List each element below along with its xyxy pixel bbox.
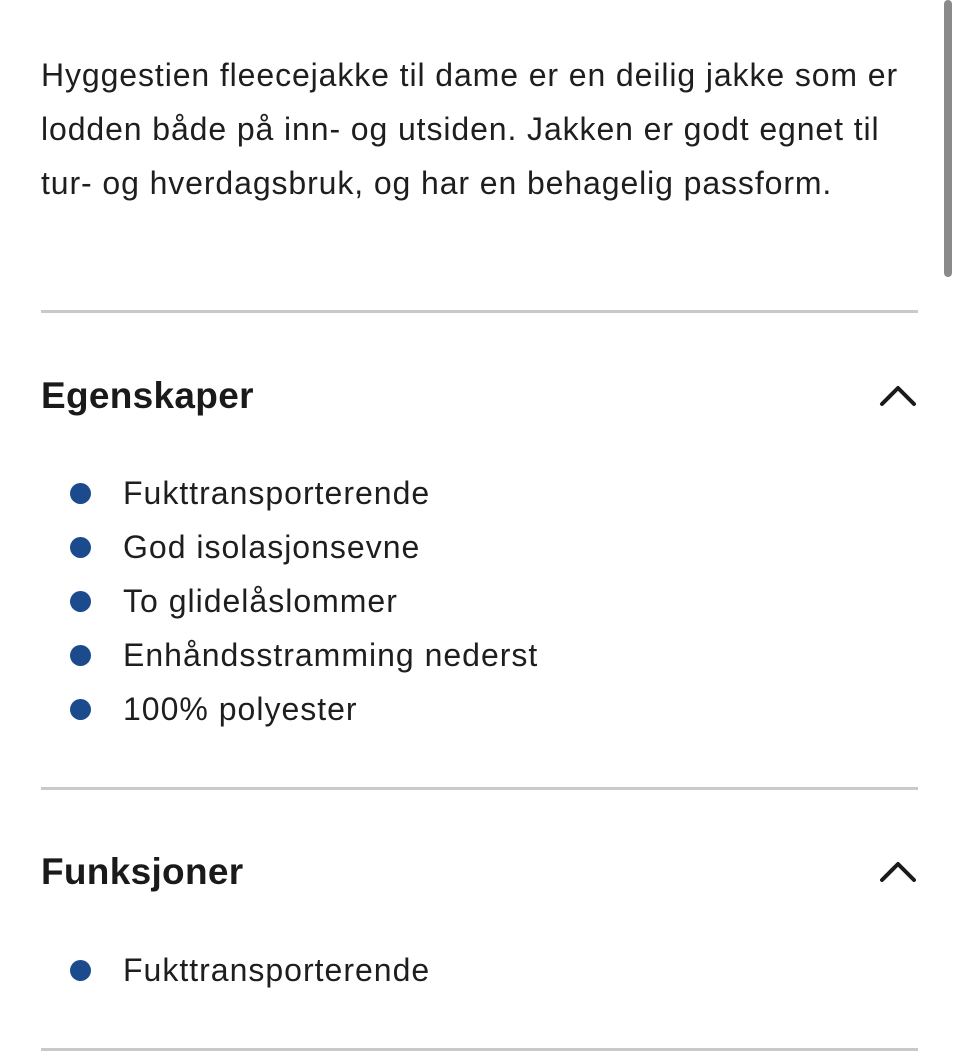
divider xyxy=(41,310,918,313)
funksjoner-list xyxy=(70,943,430,997)
bullet-icon xyxy=(70,960,91,981)
section-title: Funksjoner xyxy=(41,851,244,892)
bullet-icon xyxy=(70,483,91,504)
divider xyxy=(41,1048,918,1051)
egenskaper-list xyxy=(70,466,538,736)
product-description: Hyggestien fleecejakke til dame er en deilig jakke som er lodden både på inn- og utsiden. Jakken er godt egnet til tur- og hverdagsbruk, og har en behagelig passform. xyxy=(41,57,899,201)
list-item-text: To glidelåslommer xyxy=(123,582,398,619)
divider xyxy=(41,787,918,790)
section-header-egenskaper[interactable] xyxy=(41,371,918,421)
list-item-text: 100% polyester xyxy=(123,690,358,727)
list-item xyxy=(70,466,538,520)
bullet-icon xyxy=(70,591,91,612)
list-item xyxy=(70,520,538,574)
list-item xyxy=(70,943,430,997)
chevron-up-icon[interactable] xyxy=(878,858,918,886)
bullet-icon xyxy=(70,645,91,666)
list-item-text: Fukttransporterende xyxy=(123,951,431,988)
bullet-icon xyxy=(70,537,91,558)
scrollbar[interactable] xyxy=(944,0,952,277)
chevron-up-icon[interactable] xyxy=(878,382,918,410)
bullet-icon xyxy=(70,699,91,720)
section-header-funksjoner[interactable] xyxy=(41,847,918,897)
list-item xyxy=(70,574,538,628)
list-item-text: God isolasjonsevne xyxy=(123,528,421,565)
list-item xyxy=(70,682,538,736)
list-item-text: Enhåndsstramming nederst xyxy=(123,636,539,673)
section-title: Egenskaper xyxy=(41,375,254,416)
list-item-text: Fukttransporterende xyxy=(123,474,431,511)
list-item xyxy=(70,628,538,682)
